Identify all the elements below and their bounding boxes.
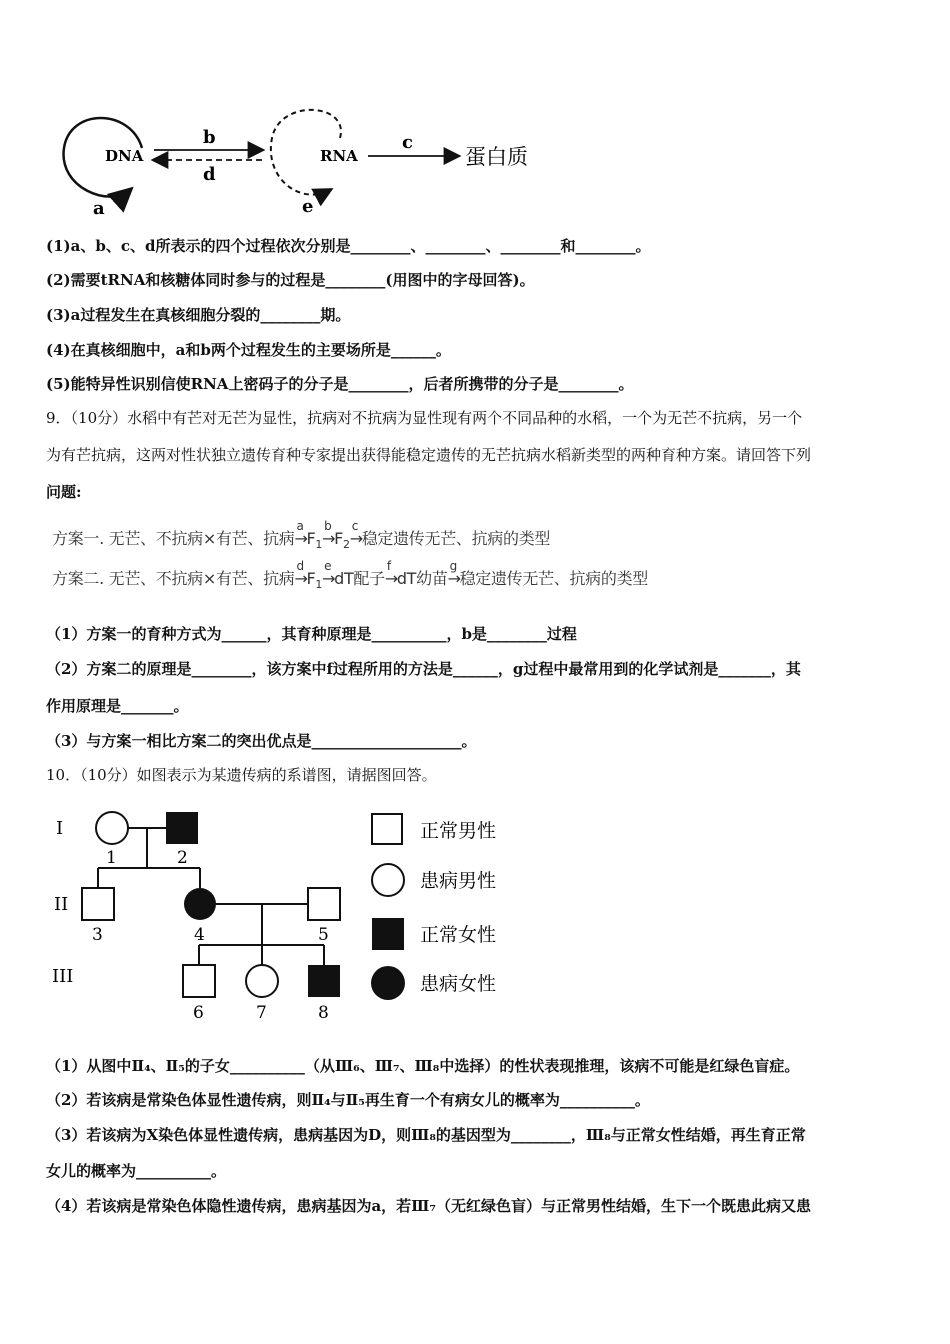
label-a: a	[93, 198, 105, 219]
svg-text:4: 4	[194, 925, 205, 945]
legend-affected-female: 患病女性	[420, 973, 497, 995]
q10-part1: （1）从图中Ⅱ₄、Ⅱ₅的子女__________（从Ⅲ₆、Ⅲ₇、Ⅲ₈中选择）的性状表现推理，该病不可能是红绿色盲症。	[46, 1057, 800, 1075]
legend-square-open	[372, 814, 402, 844]
svg-text:3: 3	[92, 925, 103, 945]
scheme-two-prefix: 方案二. 无芒、不抗病×有芒、抗病	[52, 569, 295, 588]
legend-normal-female: 正常女性	[420, 924, 497, 946]
q9-intro-line3: 问题:	[46, 483, 82, 501]
q10-part3b: 女儿的概率为__________。	[46, 1162, 227, 1180]
label-d: d	[203, 164, 216, 185]
individual-7	[246, 965, 278, 997]
q9-part1: （1）方案一的育种方式为______，其育种原理是__________，b是________过程	[46, 625, 577, 643]
legend-affected-male: 患病男性	[420, 870, 497, 892]
gen-label-3: III	[52, 966, 74, 987]
q10-part3a: （3）若该病为X染色体显性遗传病，患病基因为D，则Ⅲ₈的基因型为________，Ⅲ₈与正常女性结婚，再生育正常	[46, 1126, 806, 1144]
q10-part2: （2）若该病是常染色体显性遗传病，则Ⅱ₄与Ⅱ₅再生育一个有病女儿的概率为__________。	[46, 1091, 650, 1109]
arrow-f: → f	[384, 559, 398, 588]
svg-text:1: 1	[106, 848, 117, 868]
arrow-c: → c	[349, 519, 363, 548]
scheme-one: 方案一. 无芒、不抗病×有芒、抗病→ a $F_1\to$ b $F_2\to$ c 稳定遗传无芒、抗病的类型	[52, 519, 551, 552]
q8-part1: (1)a、b、c、d所表示的四个过程依次分别是________、________、________和________。	[46, 237, 651, 255]
gen-label-2: II	[54, 894, 69, 915]
individual-6	[183, 965, 215, 997]
individual-2	[166, 812, 198, 844]
q10-part4: （4）若该病是常染色体隐性遗传病，患病基因为a，若Ⅲ₇（无红绿色盲）与正常男性结婚，生下一个既患此病又患	[46, 1197, 811, 1215]
q8-part2: (2)需要tRNA和核糖体同时参与的过程是________(用图中的字母回答)。	[46, 271, 535, 289]
q8-part5: (5)能特异性识别信使RNA上密码子的分子是________，后者所携带的分子是________。	[46, 375, 634, 393]
individual-3	[82, 888, 114, 920]
scheme-one-prefix: 方案一. 无芒、不抗病×有芒、抗病	[52, 529, 295, 548]
arrow-d: → d	[294, 559, 308, 588]
individual-4	[184, 888, 216, 920]
q8-part4: (4)在真核细胞中，a和b两个过程发生的主要场所是______。	[46, 341, 451, 359]
dna-label: DNA	[105, 147, 144, 165]
label-b: b	[203, 127, 216, 148]
gen-label-1: I	[56, 818, 64, 839]
arrow-b: → b	[322, 519, 336, 548]
q8-part3: (3)a过程发生在真核细胞分裂的________期。	[46, 306, 351, 324]
q9-intro-line2: 为有芒抗病，这两对性状独立遗传育种专家提出获得能稳定遗传的无芒抗病水稻新类型的两种育种方案。请回答下列	[46, 446, 812, 464]
svg-text:8: 8	[318, 1003, 329, 1023]
protein-label: 蛋白质	[465, 145, 528, 169]
legend-circle-open	[372, 864, 404, 896]
q9-part2b: 作用原理是_______。	[46, 697, 189, 715]
individual-1	[96, 812, 128, 844]
arrow-a: → a	[294, 519, 308, 548]
label-e: e	[302, 196, 314, 217]
scheme-two-suffix: 稳定遗传无芒、抗病的类型	[459, 569, 648, 588]
legend-normal-male: 正常男性	[420, 820, 497, 842]
scheme-one-suffix: 稳定遗传无芒、抗病的类型	[361, 529, 551, 548]
q9-part2a: （2）方案二的原理是________，该方案中f过程所用的方法是______，g过程中最常用到的化学试剂是_______，其	[46, 660, 801, 678]
q10-intro: 10．（10分）如图表示为某遗传病的系谱图，请据图回答。	[46, 766, 437, 784]
pedigree-chart	[44, 800, 524, 1030]
rna-label: RNA	[320, 147, 358, 165]
legend-square-filled	[372, 918, 404, 950]
central-dogma-diagram	[50, 98, 570, 220]
arrow-g: → g	[447, 559, 461, 588]
scheme-two: 方案二. 无芒、不抗病×有芒、抗病→ d $F_1\to$ e dT配子→ f dT幼苗→ g 稳定遗传无芒、抗病的类型	[52, 559, 648, 592]
svg-text:2: 2	[177, 848, 188, 868]
label-c: c	[402, 132, 413, 153]
svg-text:7: 7	[256, 1003, 267, 1023]
individual-8	[308, 965, 340, 997]
legend-circle-filled	[371, 966, 405, 1000]
svg-text:6: 6	[193, 1003, 204, 1023]
arrow-e: → e	[322, 559, 336, 588]
individual-5	[308, 888, 340, 920]
q9-part3: （3）与方案一相比方案二的突出优点是____________________。	[46, 732, 477, 750]
svg-text:5: 5	[318, 925, 329, 945]
q9-intro-line1: 9．（10分）水稻中有芒对无芒为显性，抗病对不抗病为显性现有两个不同品种的水稻，一个为无芒不抗病，另一个	[46, 409, 803, 427]
